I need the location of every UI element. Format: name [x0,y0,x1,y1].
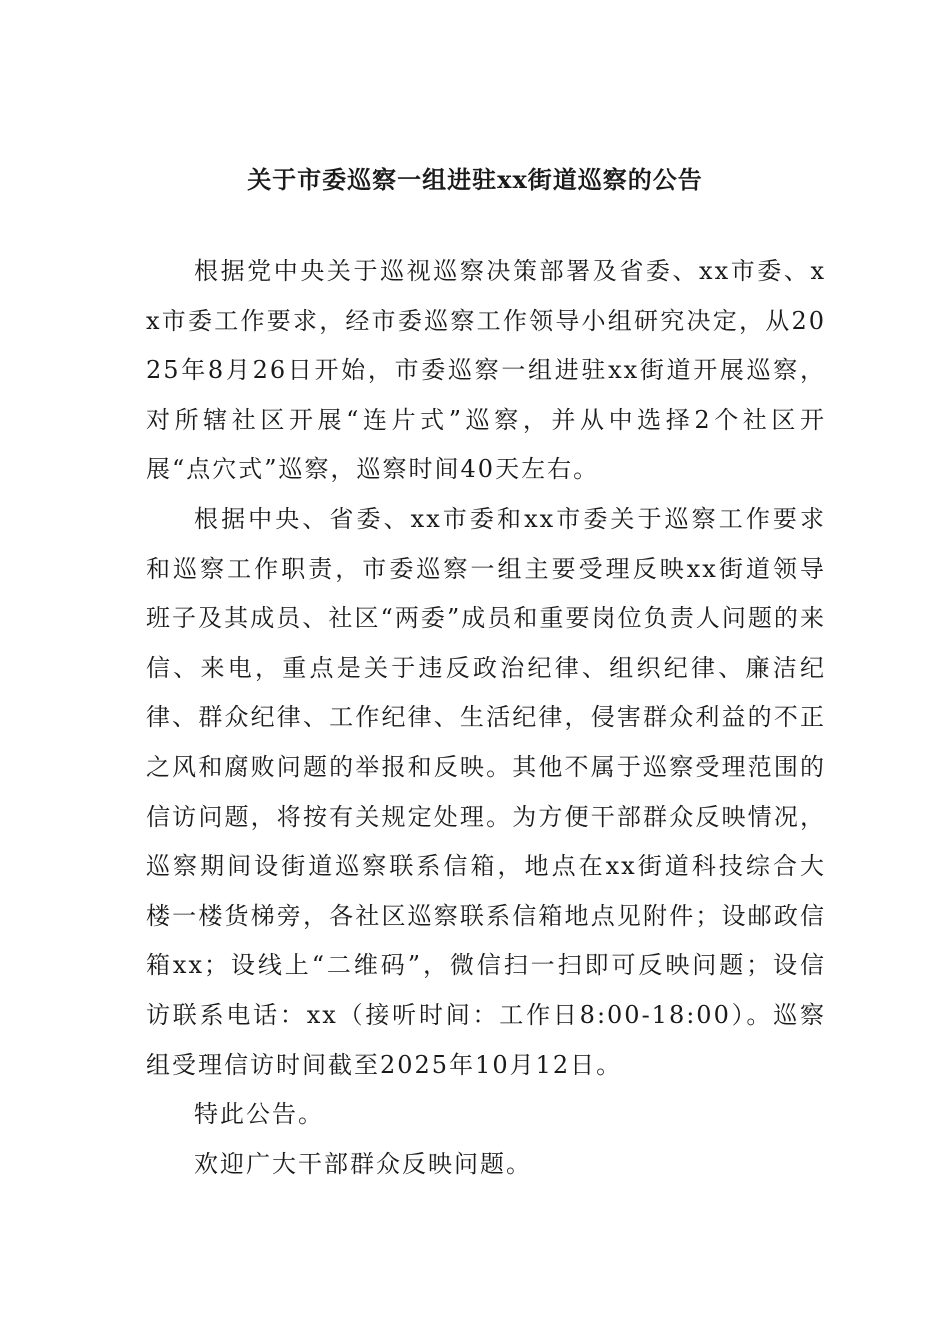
paragraph-inspection-notice: 根据党中央关于巡视巡察决策部署及省委、xx市委、xx市委工作要求，经市委巡察工作领导小组研究决定，从2025年8月26日开始，市委巡察一组进驻xx街道开展巡察，对所辖社区开展“连片式”巡察，并从中选择2个社区开展“点穴式”巡察，巡察时间40天左右。 [146,257,826,484]
paragraph-welcome-feedback: 欢迎广大干部群众反映问题。 [194,1149,532,1178]
document-title: 关于市委巡察一组进驻xx街道巡察的公告 [247,165,703,194]
paragraph-complaint-scope: 根据中央、省委、xx市委和xx市委关于巡察工作要求和巡察工作职责，市委巡察一组主要受理反映xx街道领导班子及其成员、社区“两委”成员和重要岗位负责人问题的来信、来电，重点是关于违反政治纪律、组织纪律、廉洁纪律、群众纪律、工作纪律、生活纪律，侵害群众利益的不正之风和腐败问题的举报和反映。其他不属于巡察受理范围的信访问题，将按有关规定处理。为方便干部群众反映情况，巡察期间设街道巡察联系信箱，地点在xx街道科技综合大楼一楼货梯旁，各社区巡察联系信箱地点见附件；设邮政信箱xx；设线上“二维码”，微信扫一扫即可反映问题；设信访联系电话：xx（接听时间：工作日8:00-18:00）。巡察组受理信访时间截至2025年10月12日。 [146,504,826,1079]
document-body [146,247,826,1189]
paragraph-announcement-close: 特此公告。 [194,1100,324,1129]
